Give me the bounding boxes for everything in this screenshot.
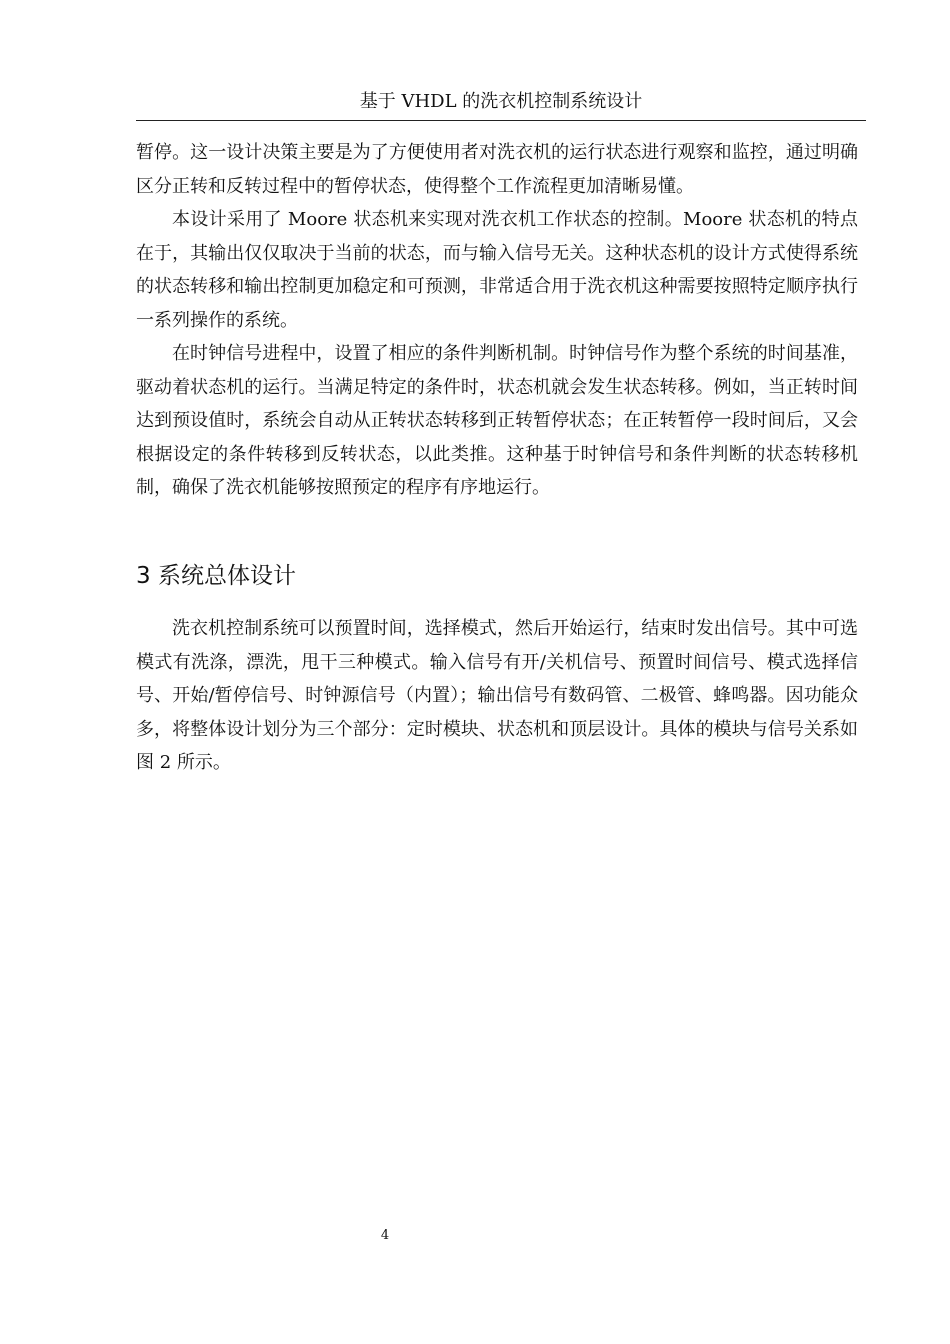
body-text-after-section [136,612,858,780]
section-heading: 3 系统总体设计 [136,563,296,589]
page-header: 基于 VHDL 的洗衣机控制系统设计 [136,89,866,121]
page-number: 4 [380,1228,390,1243]
paragraph-moore-state-machine: 本设计采用了 Moore 状态机来实现对洗衣机工作状态的控制。Moore 状态机的特点在于，其输出仅仅取决于当前的状态，而与输入信号无关。这种状态机的设计方式使得系统的状态转移和输出控制更加稳定和可预测，非常适合用于洗衣机这种需要按照特定顺序执行一系列操作的系统。 [136,209,858,331]
paragraph-continuation: 暂停。这一设计决策主要是为了方便使用者对洗衣机的运行状态进行观察和监控，通过明确区分正转和反转过程中的暂停状态，使得整个工作流程更加清晰易懂。 [136,142,858,197]
paragraph-clock-process: 在时钟信号进程中，设置了相应的条件判断机制。时钟信号作为整个系统的时间基准，驱动着状态机的运行。当满足特定的条件时，状态机就会发生状态转移。例如，当正转时间达到预设值时，系统会自动从正转状态转移到正转暂停状态；在正转暂停一段时间后，又会根据设定的条件转移到反转状态，以此类推。这种基于时钟信号和条件判断的状态转移机制，确保了洗衣机能够按照预定的程序有序地运行。 [136,343,858,498]
paragraph-system-overview: 洗衣机控制系统可以预置时间，选择模式，然后开始运行，结束时发出信号。其中可选模式有洗涤，漂洗，甩干三种模式。输入信号有开/关机信号、预置时间信号、模式选择信号、开始/暂停信号、时钟源信号（内置）；输出信号有数码管、二极管、蜂鸣器。因功能众多，将整体设计划分为三个部分：定时模块、状态机和顶层设计。具体的模块与信号关系如图 2 所示。 [136,618,858,773]
body-text-before-section [136,136,858,505]
